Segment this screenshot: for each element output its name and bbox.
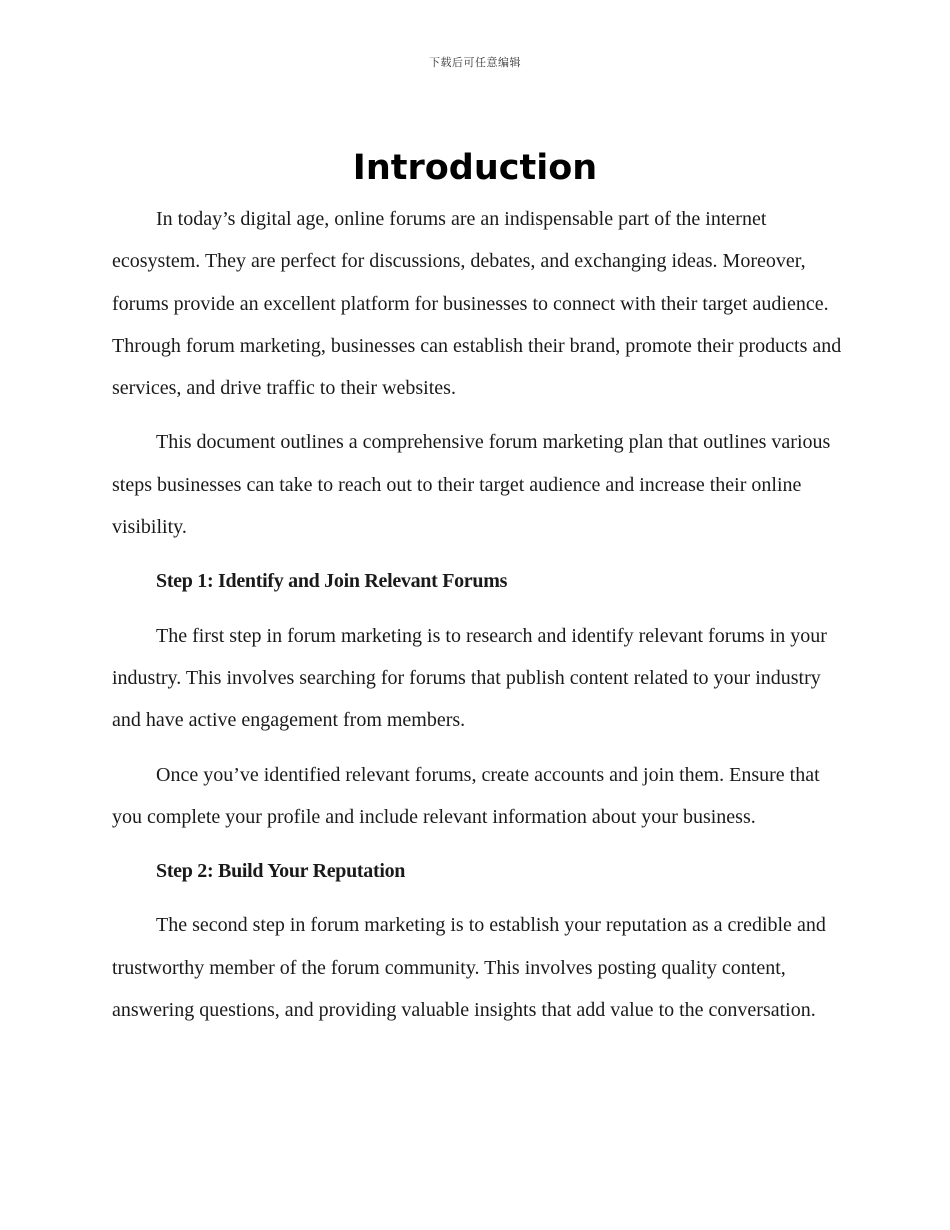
step-2-heading: Step 2: Build Your Reputation	[156, 860, 406, 883]
step-1-heading: Step 1: Identify and Join Relevant Forums	[156, 570, 508, 593]
step-1-paragraph-1: The first step in forum marketing is to research and identify relevant forums in your industry. This involves searching for forums that publish content related to your industry and have active engagement from members.	[112, 624, 827, 732]
step-2-paragraph-1: The second step in forum marketing is to establish your reputation as a credible and trustworthy member of the forum community. This involves posting quality content, answering questions, and providing valuable insights that add value to the conversation.	[112, 914, 826, 1022]
header-note: 下载后可任意编辑	[429, 56, 521, 69]
page-title: Introduction	[352, 148, 598, 188]
intro-paragraph-1: In today’s digital age, online forums are an indispensable part of the internet ecosystem. They are perfect for discussions, debates, and exchanging ideas. Moreover, forums provide an excellent platform for businesses to connect with their target audience. Through forum marketing, businesses can establish their brand, promote their products and services, and drive traffic to their websites.	[112, 208, 842, 400]
intro-paragraph-2: This document outlines a comprehensive forum marketing plan that outlines various steps businesses can take to reach out to their target audience and increase their online visibility.	[112, 431, 831, 539]
step-1-paragraph-2: Once you’ve identified relevant forums, create accounts and join them. Ensure that you complete your profile and include relevant information about your business.	[112, 763, 820, 828]
document-body	[112, 198, 842, 1043]
